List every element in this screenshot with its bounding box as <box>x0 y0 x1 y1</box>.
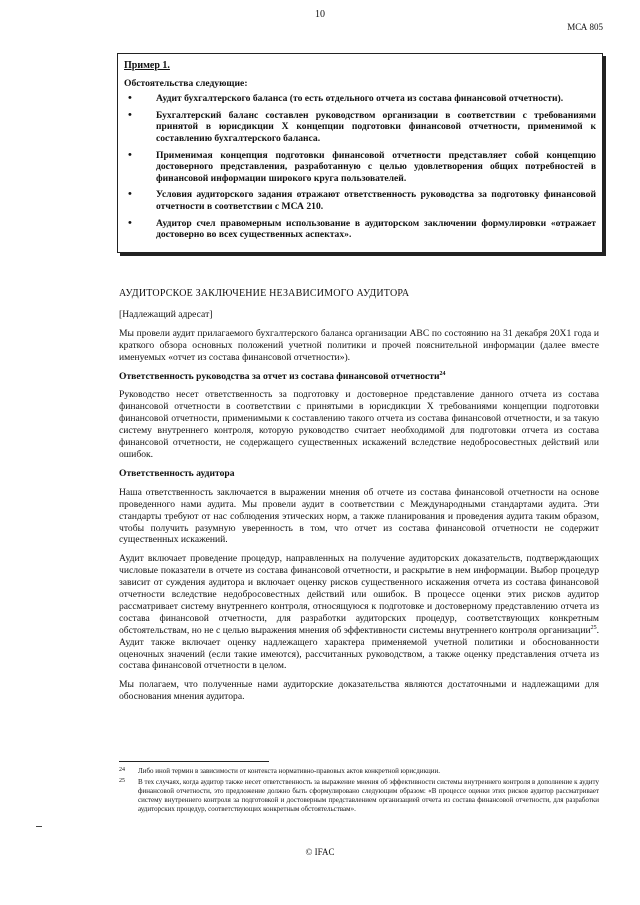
example-item: • Бухгалтерский баланс составлен руководством организации в соответствии с требованиями принятой в юрисдикции X концепции подготовки финансовой отчетности, применимой к составлению бухгалтерского баланса. <box>124 110 596 145</box>
footnote <box>119 767 599 776</box>
addressee: [Надлежащий адресат] <box>119 308 213 320</box>
example-item: • Аудитор счел правомерным использование в аудиторском заключении формулировки «отражает достоверно во всех существенных аспектах». <box>124 218 596 241</box>
example-item: • Применимая концепция подготовки финансовой отчетности представляет собой концепцию достоверного представления, разработанную с целью удовлетворения общих потребностей в финансовой информации широкого круга пользователей. <box>124 150 596 185</box>
footnote-number: 24 <box>119 767 125 773</box>
auditor-responsibility-heading: Ответственность аудитора <box>119 467 235 479</box>
page-number: 10 <box>315 9 325 20</box>
example-title: Пример 1. <box>124 60 170 71</box>
report-title: АУДИТОРСКОЕ ЗАКЛЮЧЕНИЕ НЕЗАВИСИМОГО АУДИТОРА <box>119 288 410 299</box>
auditor-paragraph-2-part-a: Аудит включает проведение процедур, направленных на получение аудиторских доказательств, подтверждающих числовые показатели в отчете из состава финансовой отчетности, и раскрытие в нем информации. Выбор процедур зависит от суждения аудитора и включает оценку рисков существенного искажения отчета из состава финансовой отчетности вследствие недобросовестных действий или ошибок. В процессе оценки этих рисков аудитор рассматривает систему внутреннего контроля, относящуюся к подготовке и достоверному представлению отчета из состава финансовой отчетности, для разработки аудиторских процедур, соответствующих конкретным обстоятельствам, но не с целью выражения мнения об эффективности системы внутреннего контроля организации <box>119 553 599 636</box>
auditor-paragraph-2 <box>119 553 599 672</box>
report-body <box>119 288 599 710</box>
example-list <box>124 93 596 241</box>
example-box <box>117 53 603 253</box>
footnote <box>119 778 599 814</box>
example-item: • Аудит бухгалтерского баланса (то есть отдельного отчета из состава финансовой отчетности). <box>124 93 596 105</box>
auditor-paragraph-1: Наша ответственность заключается в выражении мнения об отчете из состава финансовой отчетности на основе проведенного нами аудита. Мы провели аудит в соответствии с Международными стандартами аудита. Эти стандарты требуют от нас соблюдения этических норм, а также планирования и проведения аудита таким образом, чтобы получить разумную уверенность в том, что отчет из состава финансовой отчетности не содержит существенных искажений. <box>119 486 599 546</box>
footnote-text: В тех случаях, когда аудитор также несет ответственность за выражение мнения об эффективности системы внутреннего контроля в дополнение к аудиту финансовой отчетности, это предложение должно быть сформулировано следующим образом: «В процессе оценки этих рисков аудитор рассматривает систему внутреннего контроля за подготовкой и достоверным представлением организацией отчета из состава финансовой отчетности, для разработки аудиторских процедур, соответствующих конкретным обстоятельствам». <box>138 778 599 813</box>
footnotes <box>119 767 599 816</box>
management-responsibility-text: Руководство несет ответственность за подготовку и достоверное представление данного отчета из состава финансовой отчетности в соответствии с принятыми в юрисдикции X требованиями концепции подготовки финансовой отчетности, применимыми к составлению такого отчета из состава финансовой отчетности, и за такую систему внутреннего контроля, которую руководство считает необходимой для подготовки отчета из состава финансовой отчетности, не содержащего существенных искажений вследствие недобросовестных действий или ошибок. <box>119 389 599 460</box>
example-item: • Условия аудиторского задания отражают ответственность руководства за подготовку финансовой отчетности в соответствии с МСА 210. <box>124 189 596 212</box>
standard-code: МСА 805 <box>567 22 603 32</box>
footnote-number: 25 <box>119 778 125 784</box>
footnote-ref-24[interactable]: 24 <box>439 370 446 377</box>
example-lead: Обстоятельства следующие: <box>124 77 248 89</box>
margin-mark <box>36 826 42 827</box>
copyright-footer: © IFAC <box>305 847 335 857</box>
management-heading-text: Ответственность руководства за отчет из состава финансовой отчетности <box>119 370 440 382</box>
auditor-paragraph-2-part-b: . Аудит также включает оценку надлежащего характера применяемой учетной политики и обоснованности оценочных значений (если такие имеются), рассчитанных руководством, а также оценку представления отчета из состава финансовой отчетности в целом. <box>119 624 599 672</box>
management-responsibility-heading <box>119 371 599 383</box>
footnote-text: Либо иной термин в зависимости от контекста нормативно-правовых актов конкретной юрисдикции. <box>138 767 440 775</box>
footnote-ref-25[interactable]: 25 <box>590 624 597 631</box>
intro-paragraph: Мы провели аудит прилагаемого бухгалтерского баланса организации ABC по состоянию на 31 декабря 20X1 года и краткого обзора основных положений учетной политики и прочей пояснительной информации (далее вместе именуемых «отчет из состава финансовой отчетности»). <box>119 327 599 363</box>
footnote-divider <box>119 761 269 762</box>
auditor-paragraph-3: Мы полагаем, что полученные нами аудиторские доказательства являются достаточными и надлежащими для обоснования мнения аудитора. <box>119 679 599 703</box>
